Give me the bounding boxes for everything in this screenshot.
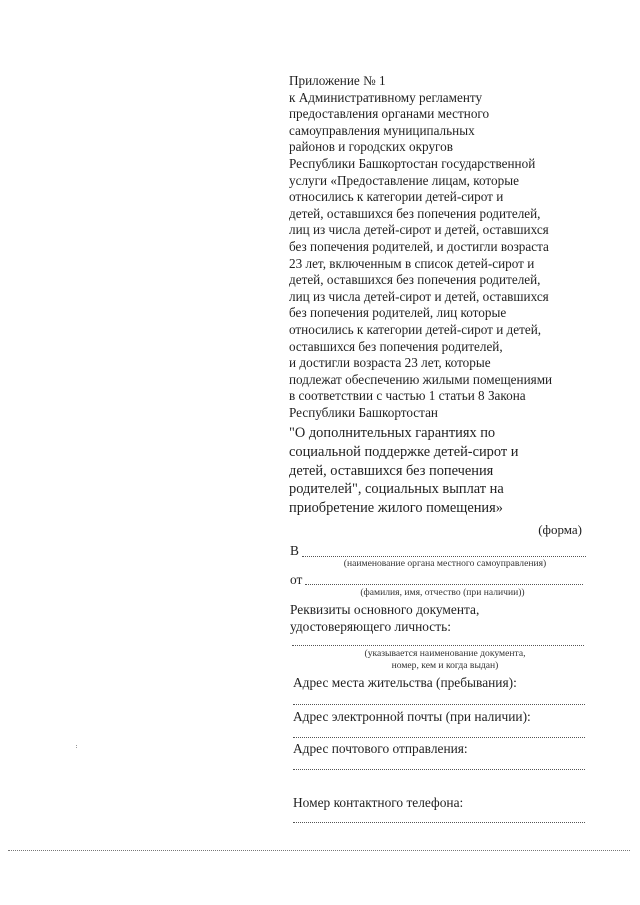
header-line: детей, оставшихся без попечения родителей,: [289, 272, 541, 288]
header-text-block: [289, 73, 589, 421]
header-line: лиц из числа детей-сирот и детей, оставшихся: [289, 288, 549, 304]
header-line: относились к категории детей-сирот и детей,: [289, 321, 542, 337]
header-line: Республики Башкортостан: [289, 404, 438, 420]
header-line: к Административному регламенту: [289, 89, 483, 105]
to-prefix: В: [290, 543, 299, 558]
header-line: лиц из числа детей-сирот и детей, оставшихся: [289, 222, 549, 238]
header-line: детей, оставшихся без попечения: [289, 462, 494, 479]
postal-field-line[interactable]: [293, 769, 585, 770]
header-line: без попечения родителей, лиц которые: [289, 305, 507, 321]
header-line: самоуправления муниципальных: [289, 122, 475, 138]
scan-speck: [76, 745, 77, 746]
header-line: 23 лет, включенным в список детей-сирот и: [289, 255, 535, 271]
header-line: предоставления органами местного: [289, 106, 490, 122]
header-line: приобретение жилого помещения»: [289, 499, 503, 516]
to-hint: (наименование органа местного самоуправления): [343, 558, 547, 569]
header-line: "О дополнительных гарантиях по: [289, 425, 496, 442]
appendix-header: [289, 73, 589, 517]
header-line: в соответствии с частью 1 статьи 8 Закона: [289, 388, 526, 404]
from-hint: (фамилия, имя, отчество (при наличии)): [360, 587, 525, 598]
header-line: районов и городских округов: [289, 139, 453, 155]
header-line: Республики Башкортостан государственной: [289, 155, 536, 171]
email-field-line[interactable]: [293, 737, 585, 738]
to-field-line[interactable]: [302, 556, 586, 557]
header-line: оставшихся без попечения родителей,: [289, 338, 503, 354]
header-line: родителей", социальных выплат на: [289, 481, 504, 498]
header-line: и достигли возраста 23 лет, которые: [289, 355, 491, 371]
header-line: детей, оставшихся без попечения родителей,: [289, 205, 541, 221]
header-line: социальной поддержке детей-сирот и: [289, 444, 519, 461]
scan-speck: [76, 747, 77, 748]
email-label: Адрес электронной почты (при наличии):: [293, 709, 531, 724]
postal-label: Адрес почтового отправления:: [293, 741, 468, 756]
form-label: (форма): [538, 522, 582, 537]
id-doc-hint-2: номер, кем и когда выдан): [391, 660, 499, 671]
address-field-line[interactable]: [293, 704, 585, 705]
header-line: Приложение № 1: [289, 73, 386, 88]
address-label: Адрес места жительства (пребывания):: [293, 675, 517, 690]
from-prefix: от: [290, 572, 303, 587]
id-doc-field-line[interactable]: [292, 645, 584, 646]
header-line: без попечения родителей, и достигли возраста: [289, 238, 549, 254]
page-bottom-rule: [8, 850, 630, 851]
id-doc-label-2: удостоверяющего личность:: [290, 619, 451, 634]
phone-label: Номер контактного телефона:: [293, 795, 464, 810]
header-line: относились к категории детей-сирот и: [289, 189, 504, 205]
id-doc-label-1: Реквизиты основного документа,: [290, 602, 480, 617]
from-field-line[interactable]: [305, 584, 583, 585]
law-title-block: [289, 424, 589, 517]
header-line: подлежат обеспечению жилыми помещениями: [289, 371, 553, 387]
phone-field-line[interactable]: [293, 822, 585, 823]
header-line: услуги «Предоставление лицам, которые: [289, 172, 519, 188]
id-doc-hint-1: (указывается наименование документа,: [364, 648, 526, 659]
